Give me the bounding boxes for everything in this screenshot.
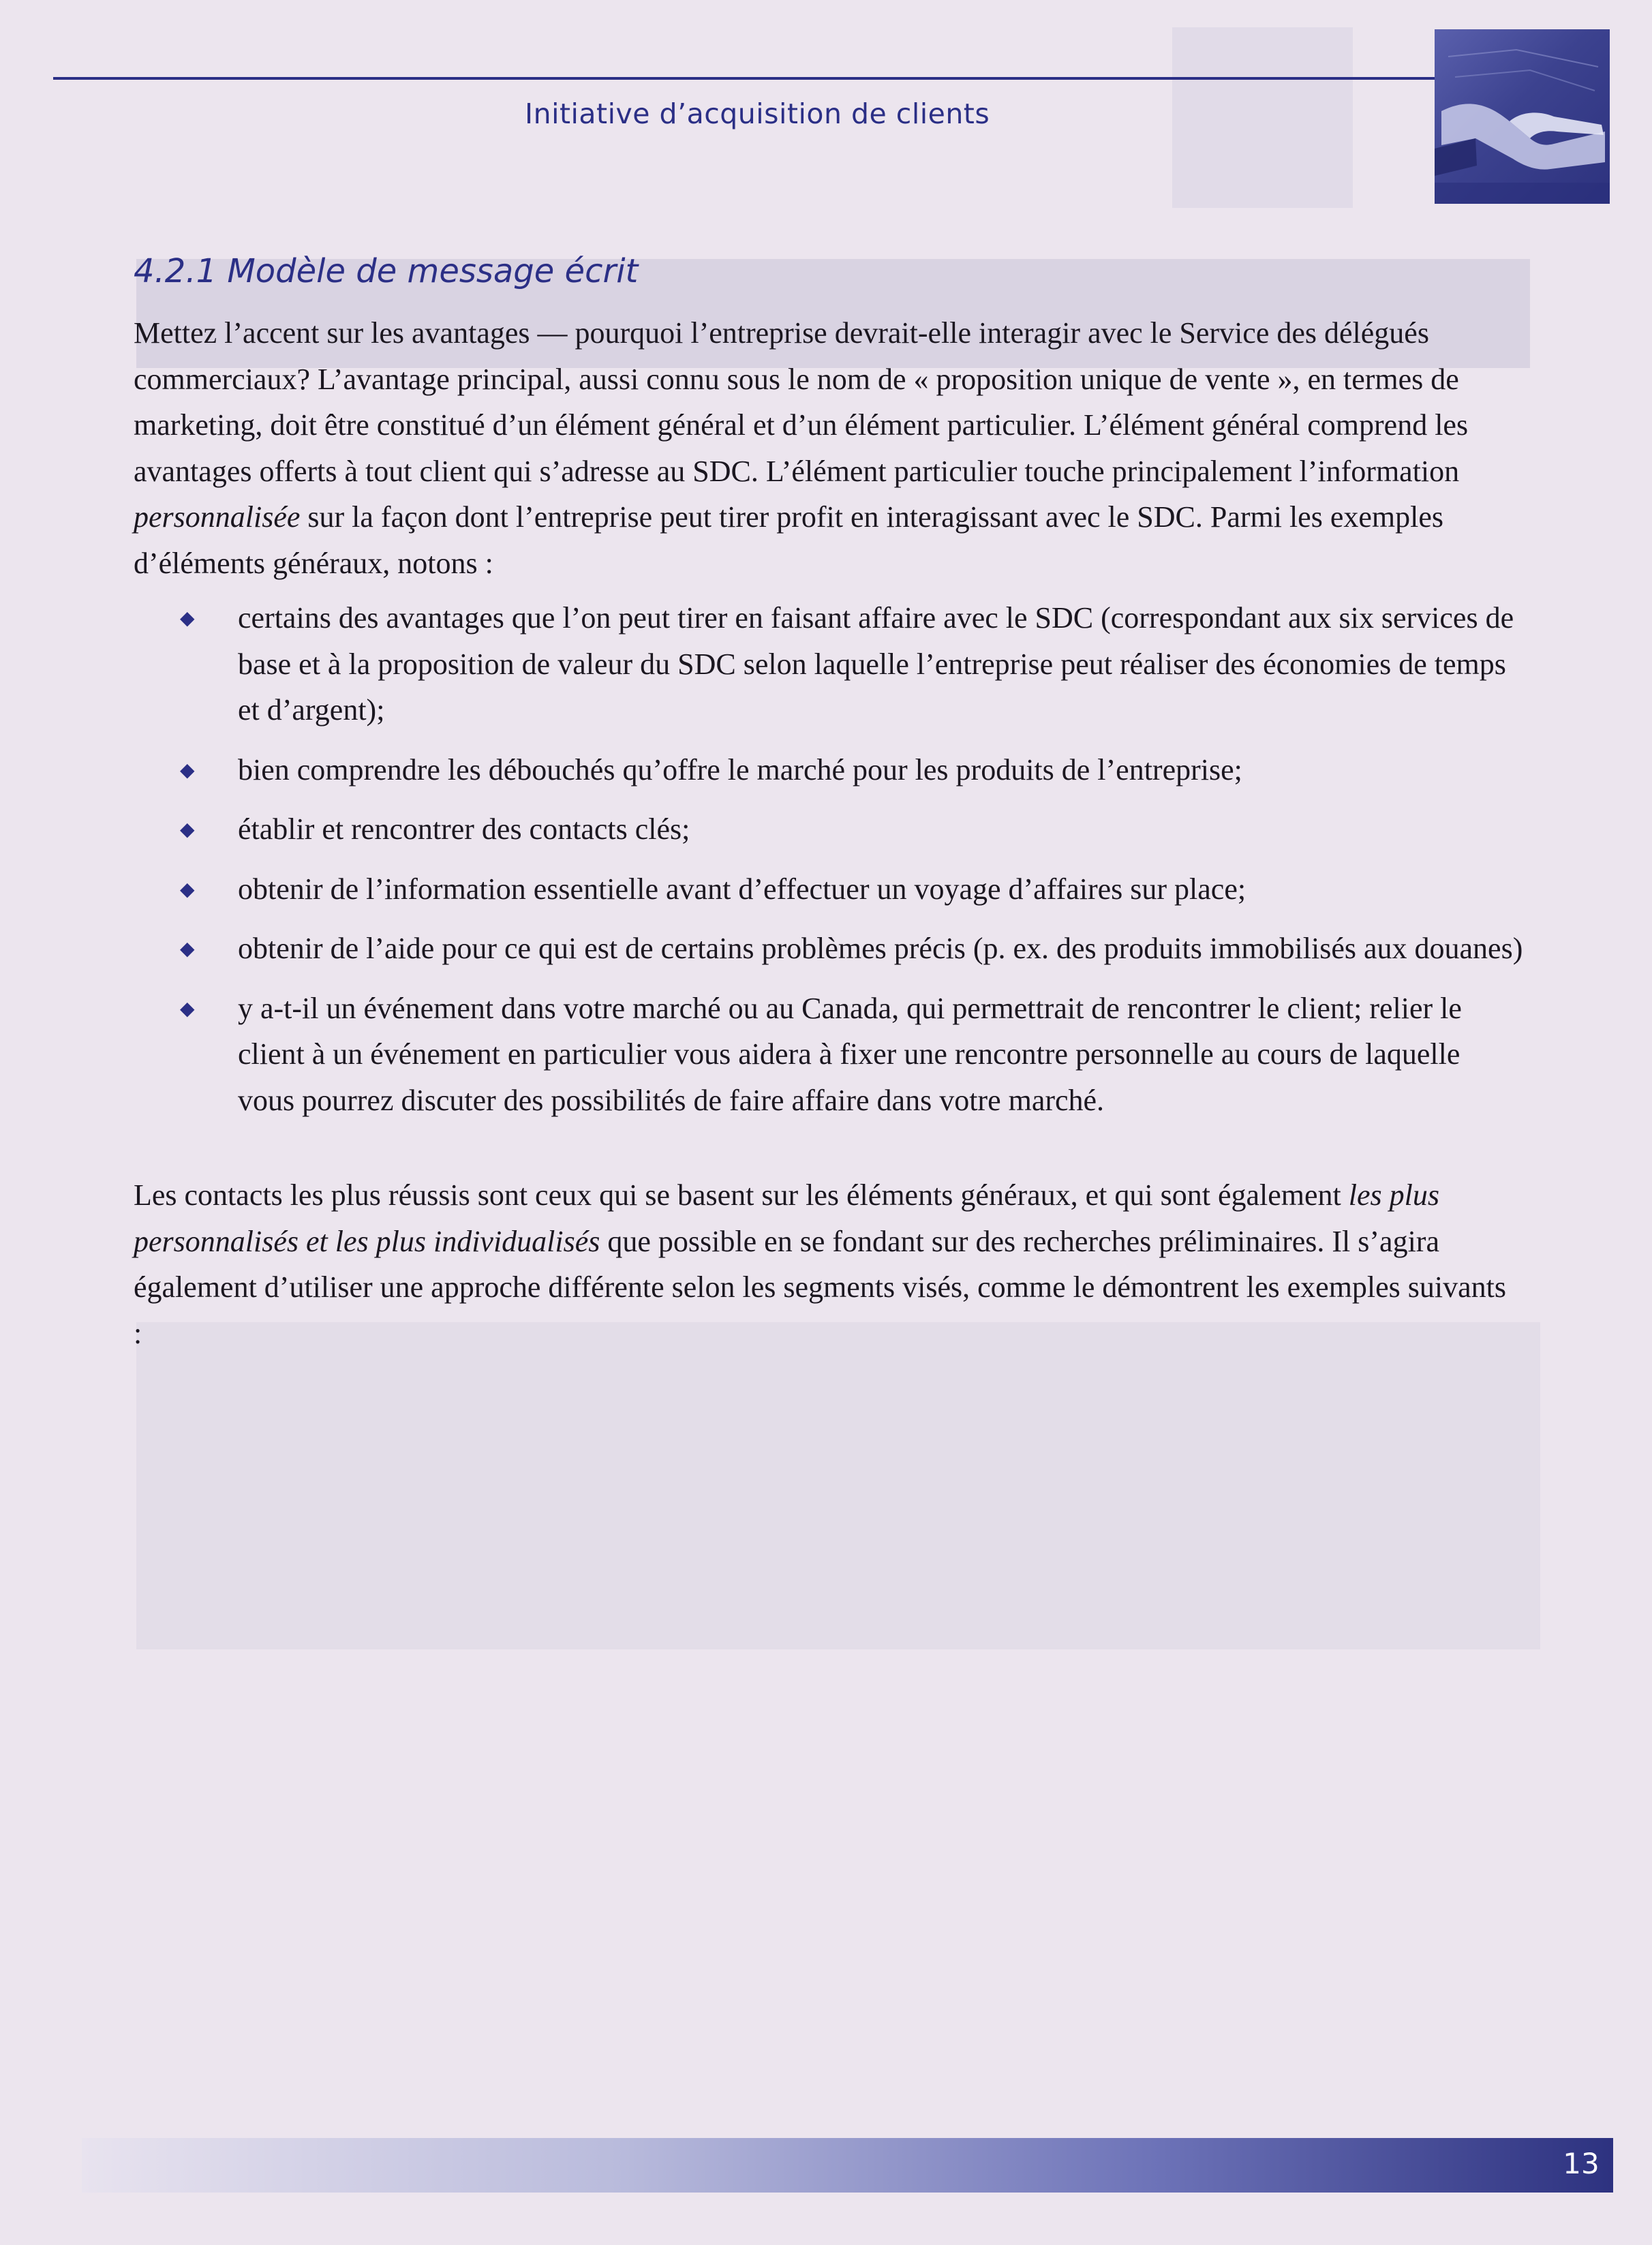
handshake-icon [1435, 29, 1610, 204]
bullet-diamond-icon: ◆ [180, 996, 195, 1020]
bullet-diamond-icon: ◆ [180, 607, 195, 629]
bullet-diamond-icon: ◆ [180, 758, 195, 781]
show-through-block [1172, 27, 1353, 208]
intro-paragraph [134, 310, 1517, 586]
intro-paragraph-emphasis: personnalisée [134, 500, 301, 534]
show-through-table [136, 1322, 1540, 1649]
list-item [134, 595, 1524, 733]
intro-paragraph-text: Mettez l’accent sur les avantages — pourquoi l’entreprise devrait-elle interagir avec le Service des délégués commerciaux? L’avantage principal, aussi connu sous le nom de « proposition unique de vente », en termes de marketing, doit être constitué d’un élément général et d’un élément particulier. L’élément général comprend les avantages offerts à tout client qui s’adresse au SDC. L’élément particulier touche principalement l’information [134, 316, 1469, 488]
closing-paragraph-emphasis: les plus personnalisés et les plus individualisés [134, 1178, 1440, 1258]
general-elements-list [134, 595, 1524, 1137]
section-heading: 4.2.1 Modèle de message écrit [134, 252, 639, 290]
handshake-illustration [1435, 29, 1610, 204]
closing-paragraph [134, 1172, 1517, 1356]
list-item-text: bien comprendre les débouchés qu’offre le marché pour les produits de l’entreprise; [238, 752, 1242, 786]
bullet-diamond-icon: ◆ [180, 937, 195, 960]
bullet-diamond-icon: ◆ [180, 818, 195, 840]
list-item [134, 747, 1524, 793]
running-header-title: Initiative d’acquisition de clients [525, 97, 990, 130]
list-item-text: y a-t-il un événement dans votre marché ou au Canada, qui permettrait de rencontrer le client; relier le client à un événement en particulier vous aidera à fixer une rencontre personnelle au cours de laquelle vous pourrez discuter des possibilités de faire affaire dans votre marché. [238, 991, 1462, 1117]
bullet-diamond-icon: ◆ [180, 877, 195, 900]
page-number: 13 [1563, 2147, 1600, 2180]
list-item [134, 986, 1524, 1124]
intro-paragraph-text-continued: sur la façon dont l’entreprise peut tirer profit en interagissant avec le SDC. Parmi les exemples d’éléments généraux, notons : [134, 500, 1443, 580]
list-item-text: obtenir de l’information essentielle avant d’effectuer un voyage d’affaires sur place; [238, 872, 1246, 906]
closing-paragraph-text: Les contacts les plus réussis sont ceux qui se basent sur les éléments généraux, et qui sont également [134, 1178, 1349, 1212]
header-rule [53, 77, 1450, 80]
list-item [134, 926, 1524, 972]
list-item-text: établir et rencontrer des contacts clés; [238, 812, 690, 846]
list-item [134, 866, 1524, 913]
list-item-text: certains des avantages que l’on peut tirer en faisant affaire avec le SDC (correspondant aux six services de base et à la proposition de valeur du SDC selon laquelle l’entreprise peut réaliser des économies de temps et d’argent); [238, 601, 1514, 727]
closing-paragraph-text-continued: que possible en se fondant sur des recherches préliminaires. Il s’agira également d’utiliser une approche différente selon les segments visés, comme le démontrent les exemples suivants : [134, 1224, 1507, 1350]
footer-bar [82, 2138, 1613, 2193]
list-item-text: obtenir de l’aide pour ce qui est de certains problèmes précis (p. ex. des produits immobilisés aux douanes) [238, 932, 1523, 965]
list-item [134, 806, 1524, 853]
